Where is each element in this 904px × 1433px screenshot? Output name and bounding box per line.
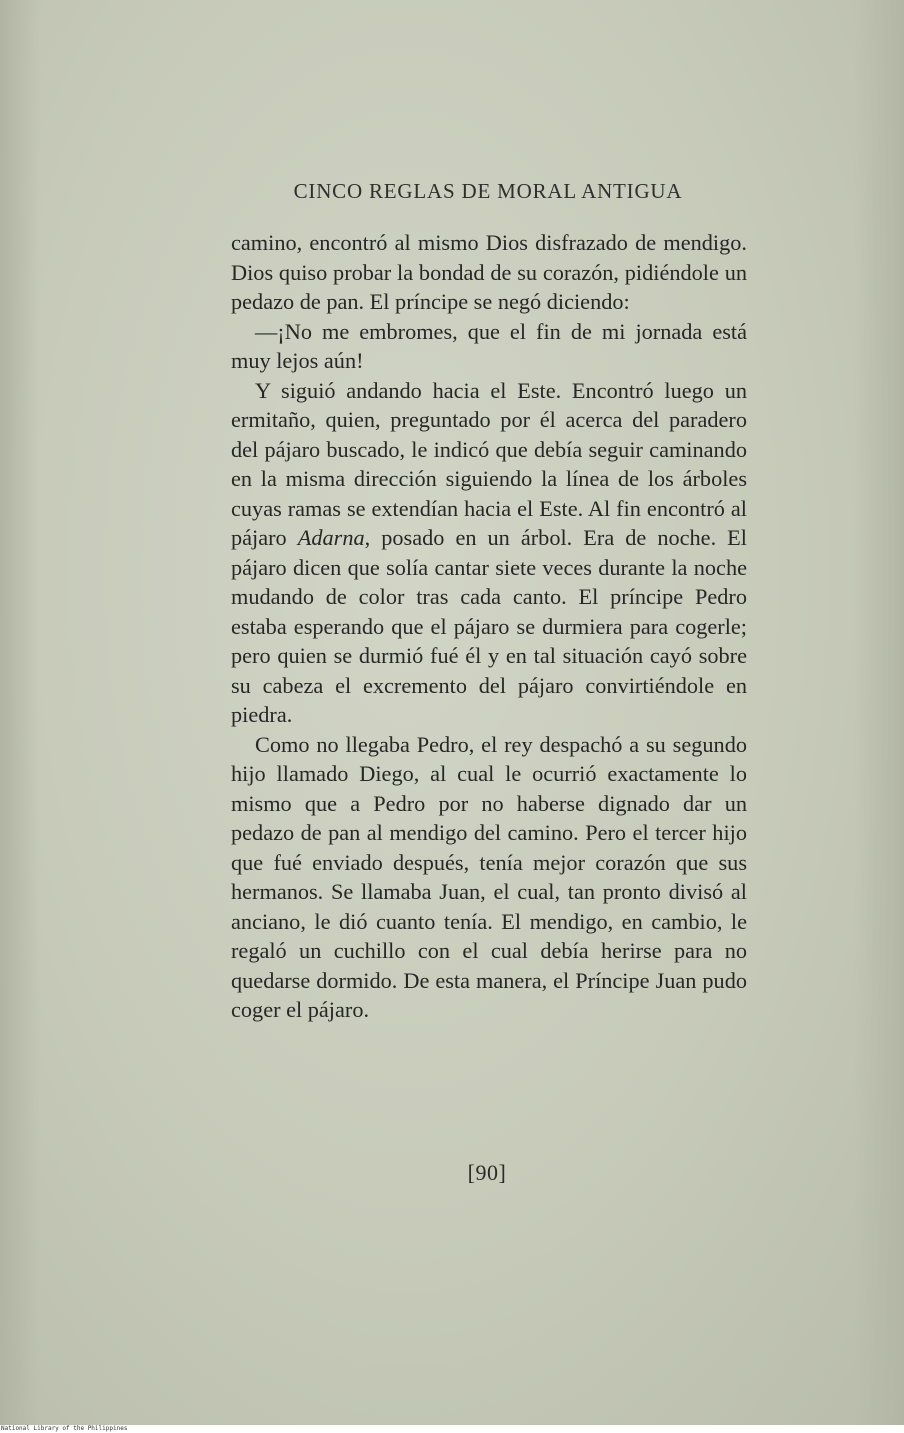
footer-strip	[0, 1425, 904, 1433]
library-credit: National Library of the Philippines	[1, 1425, 128, 1432]
body-text	[231, 228, 747, 1025]
page-number: [90]	[467, 1160, 507, 1185]
paragraph-2: —¡No me embromes, que el fin de mi jornada está muy lejos aún!	[231, 318, 747, 373]
paragraph-3-before: Y siguió andando hacia el Este. Encontró luego un ermitaño, quien, preguntado por él acerca del paradero del pájaro buscado, le indicó que debía seguir caminando en la misma dirección siguiendo la línea de los árboles cuyas ramas se extendían hacia el Este. Al fin encontró al pájaro	[231, 377, 747, 550]
paragraph-3	[231, 376, 747, 730]
bird-name-italic: Adarna	[297, 525, 365, 550]
paragraph-4: Como no llegaba Pedro, el rey despachó a su segundo hijo llamado Diego, al cual le ocurrió exactamente lo mismo que a Pedro por no haberse dignado dar un pedazo de pan al mendigo del camino. Pero el tercer hijo que fué enviado después, tenía mejor corazón que sus hermanos. Se llamaba Juan, el cual, tan pronto divisó al anciano, le dió cuanto tenía. El mendigo, en cambio, le regaló un cuchillo con el cual debía herirse para no quedarse dormido. De esta manera, el Príncipe Juan pudo coger el pájaro.	[231, 731, 747, 1022]
paragraph-1: camino, encontró al mismo Dios disfrazado de mendigo. Dios quiso probar la bondad de su corazón, pidiéndole un pedazo de pan. El príncipe se negó diciendo:	[231, 230, 747, 314]
running-head: CINCO REGLAS DE MORAL ANTIGUA	[293, 179, 683, 203]
paragraph-3-after: , posado en un árbol. Era de noche. El pájaro dicen que solía cantar siete veces durante la noche mudando de color tras cada canto. El príncipe Pedro estaba esperando que el pájaro se durmiera para cogerle; pero quien se durmió fué él y en tal situación cayó sobre su cabeza el excremento del pájaro convirtiéndole en piedra.	[231, 525, 747, 727]
